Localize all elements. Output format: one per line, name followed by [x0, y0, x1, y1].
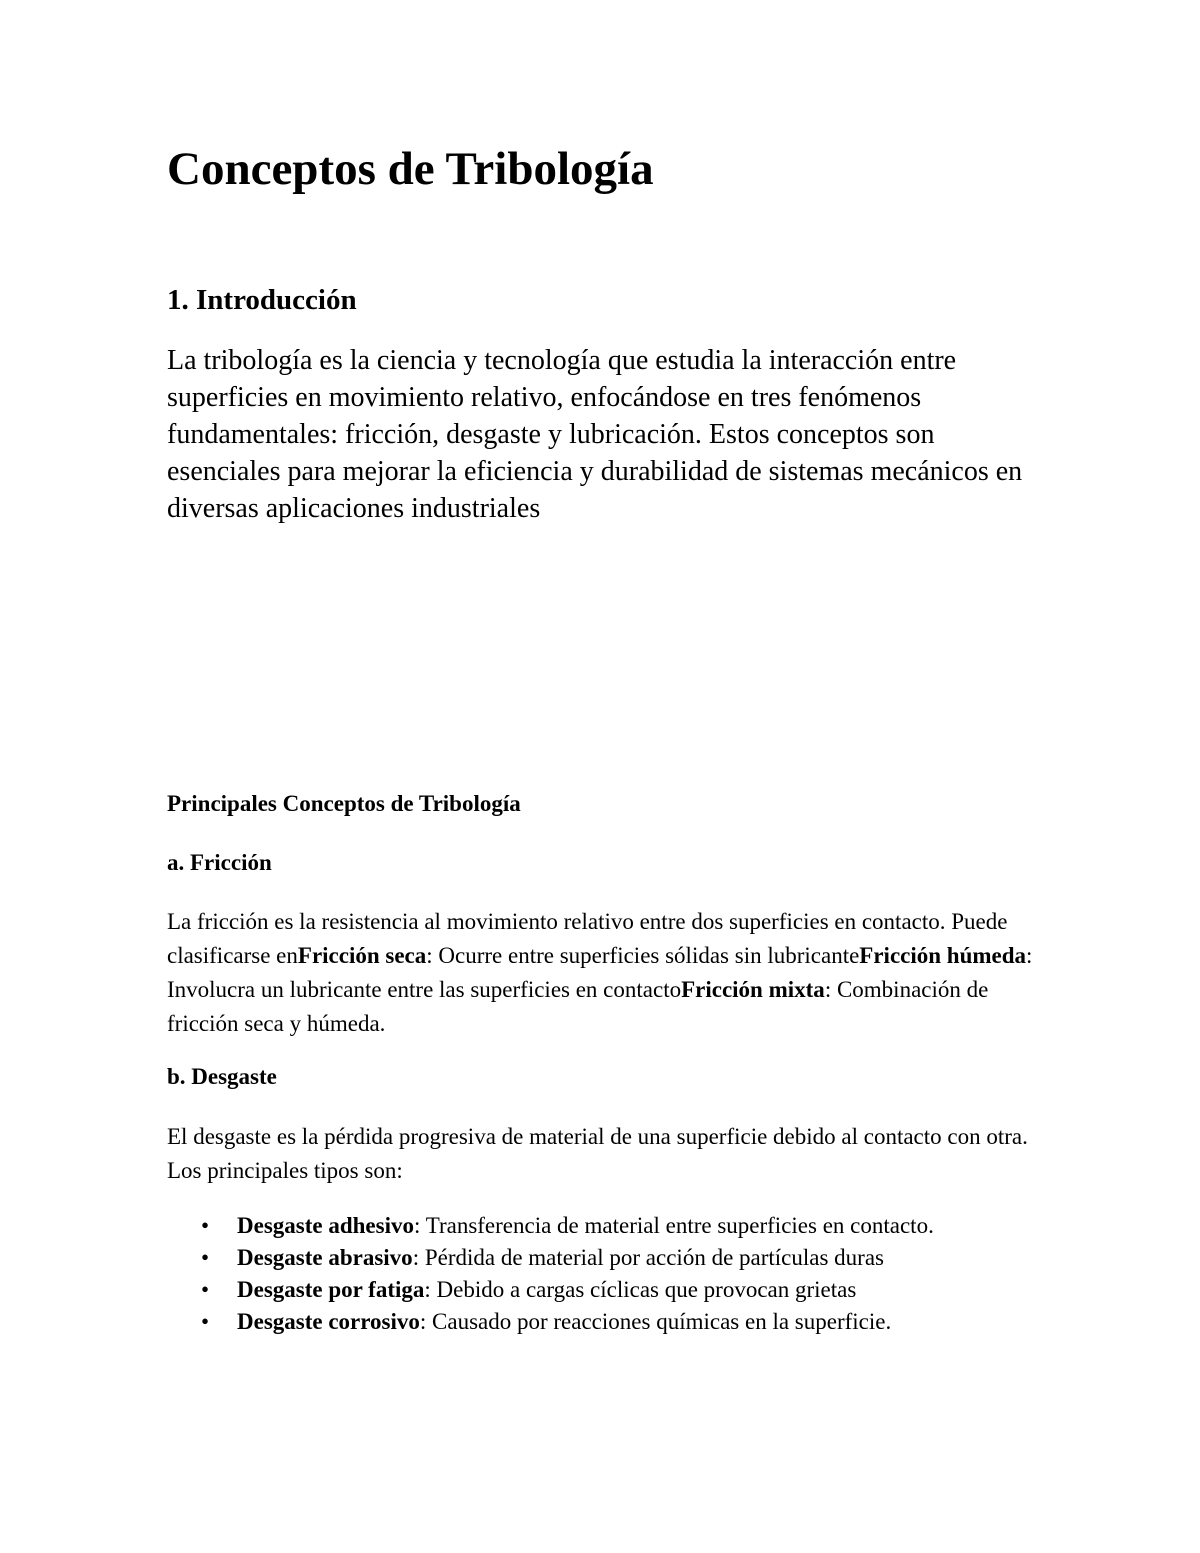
- bullet-icon: •: [201, 1277, 210, 1302]
- wear-heading: b. Desgaste: [167, 1064, 277, 1089]
- bullet-icon: •: [201, 1245, 210, 1270]
- wear-type-term: Desgaste corrosivo: [237, 1309, 420, 1334]
- wear-type-term: Desgaste abrasivo: [237, 1245, 413, 1270]
- wet-friction-term: Fricción húmeda: [859, 943, 1027, 968]
- wear-type-desc: : Debido a cargas cíclicas que provocan grietas: [424, 1277, 857, 1302]
- document-title: Conceptos de Tribología: [167, 143, 654, 195]
- wet-friction-desc: : Involucra un lubricante entre las superficies en contacto: [167, 943, 1033, 1002]
- mixed-friction-term: Fricción mixta: [681, 977, 825, 1002]
- wear-type-term: Desgaste adhesivo: [237, 1213, 414, 1238]
- friction-heading: a. Fricción: [167, 850, 272, 875]
- wear-types-list: [167, 1210, 1117, 1338]
- bullet-icon: •: [201, 1309, 210, 1334]
- principal-concepts-title: Principales Conceptos de Tribología: [167, 791, 521, 816]
- wear-type-term: Desgaste por fatiga: [237, 1277, 425, 1302]
- mixed-friction-desc: : Combinación de fricción seca y húmeda.: [167, 977, 989, 1036]
- friction-intro-text: La fricción es la resistencia al movimiento relativo entre dos superficies en contacto. Puede clasificarse en: [167, 909, 1008, 968]
- list-item: [201, 1242, 1117, 1274]
- intro-heading: 1. Introducción: [167, 284, 357, 316]
- dry-friction-desc: : Ocurre entre superficies sólidas sin lubricante: [426, 943, 860, 968]
- list-item: [201, 1306, 1117, 1338]
- wear-paragraph: El desgaste es la pérdida progresiva de material de una superficie debido al contacto con otra. Los principales tipos son:: [167, 1124, 1028, 1183]
- intro-paragraph: La tribología es la ciencia y tecnología que estudia la interacción entre superficies en movimiento relativo, enfocándose en tres fenómenos fundamentales: fricción, desgaste y lubricación. Estos conceptos son esenciales para mejorar la eficiencia y durabilidad de sistemas mecánicos en diversas aplicaciones industriales: [167, 345, 1023, 524]
- wear-type-desc: : Pérdida de material por acción de partículas duras: [412, 1245, 884, 1270]
- list-item: [201, 1274, 1117, 1306]
- dry-friction-term: Fricción seca: [297, 943, 427, 968]
- bullet-icon: •: [201, 1213, 210, 1238]
- wear-type-desc: : Transferencia de material entre superficies en contacto.: [413, 1213, 934, 1238]
- wear-type-desc: : Causado por reacciones químicas en la superficie.: [419, 1309, 892, 1334]
- list-item: [201, 1210, 1117, 1242]
- friction-paragraph: [167, 905, 1047, 1041]
